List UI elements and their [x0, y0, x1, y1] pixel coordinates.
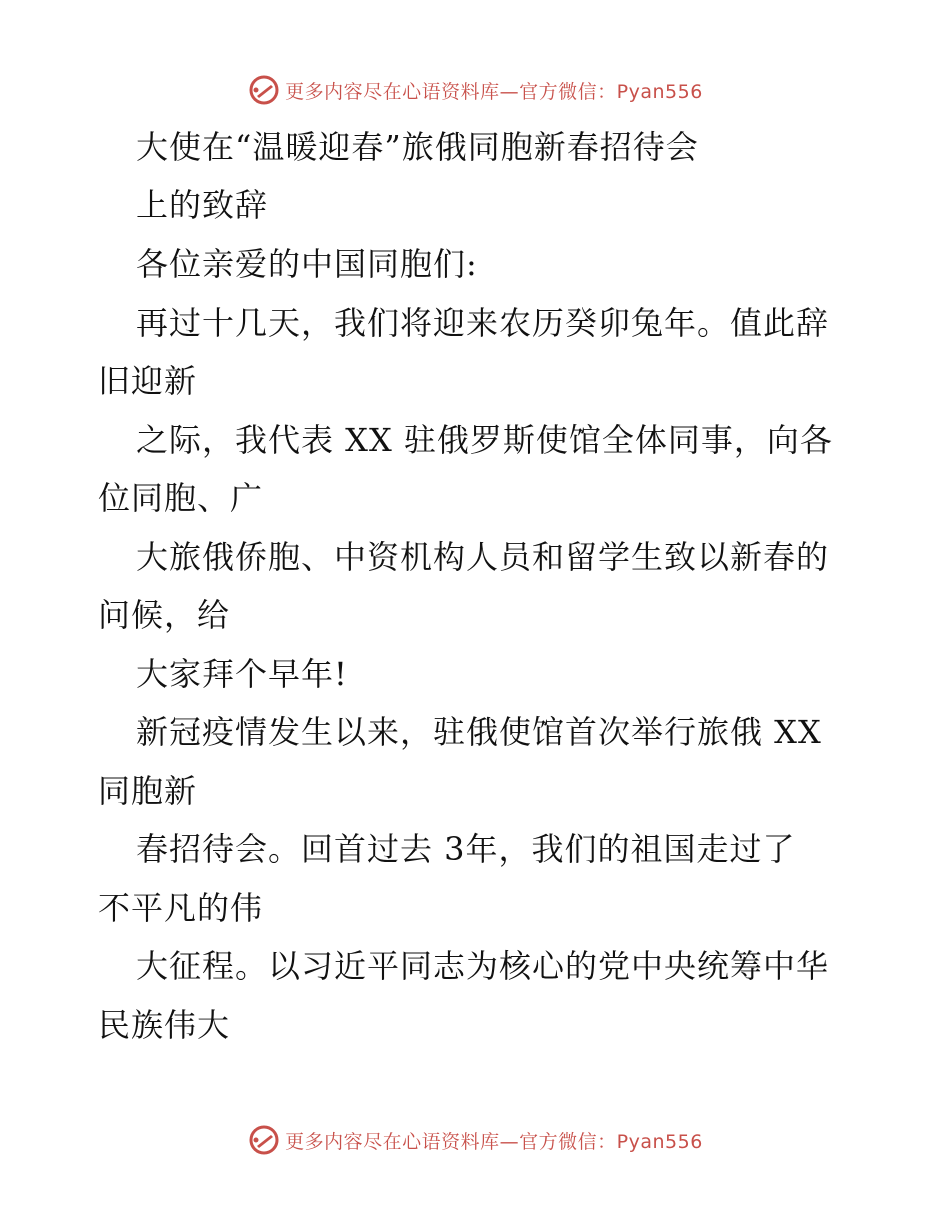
header-watermark	[0, 70, 950, 110]
footer-watermark	[0, 1120, 950, 1160]
paragraph-line: 大家拜个早年!	[136, 655, 348, 693]
paragraph-line: 之际，我代表 XX 驻俄罗斯使馆全体同事，向各	[136, 421, 833, 459]
paragraph-line: 民族伟大	[98, 1006, 231, 1044]
paragraph-line: 新冠疫情发生以来，驻俄使馆首次举行旅俄 XX	[136, 713, 822, 751]
watermark-text: 更多内容尽在心语资料库—官方微信：Pyan556	[285, 80, 703, 103]
salutation-line: 各位亲爱的中国同胞们:	[136, 245, 478, 283]
title-line-1: 大使在“温暖迎春”旅俄同胞新春招待会	[136, 128, 699, 166]
book-logo-icon	[247, 1123, 281, 1157]
paragraph-line: 春招待会。回首过去 3年，我们的祖国走过了	[136, 830, 796, 868]
watermark-text: 更多内容尽在心语资料库—官方微信：Pyan556	[285, 1130, 703, 1153]
paragraph-line: 位同胞、广	[98, 479, 264, 517]
book-logo-icon	[247, 73, 281, 107]
paragraph-line: 同胞新	[98, 772, 198, 810]
paragraph-line: 旧迎新	[98, 362, 198, 400]
paragraph-line: 问候，给	[98, 596, 231, 634]
title-line-2: 上的致辞	[136, 186, 269, 224]
paragraph-line: 再过十几天，我们将迎来农历癸卯兔年。值此辞	[136, 304, 830, 342]
paragraph-line: 大旅俄侨胞、中资机构人员和留学生致以新春的	[136, 538, 830, 576]
paragraph-line: 大征程。以习近平同志为核心的党中央统筹中华	[136, 947, 830, 985]
paragraph-line: 不平凡的伟	[98, 889, 264, 927]
